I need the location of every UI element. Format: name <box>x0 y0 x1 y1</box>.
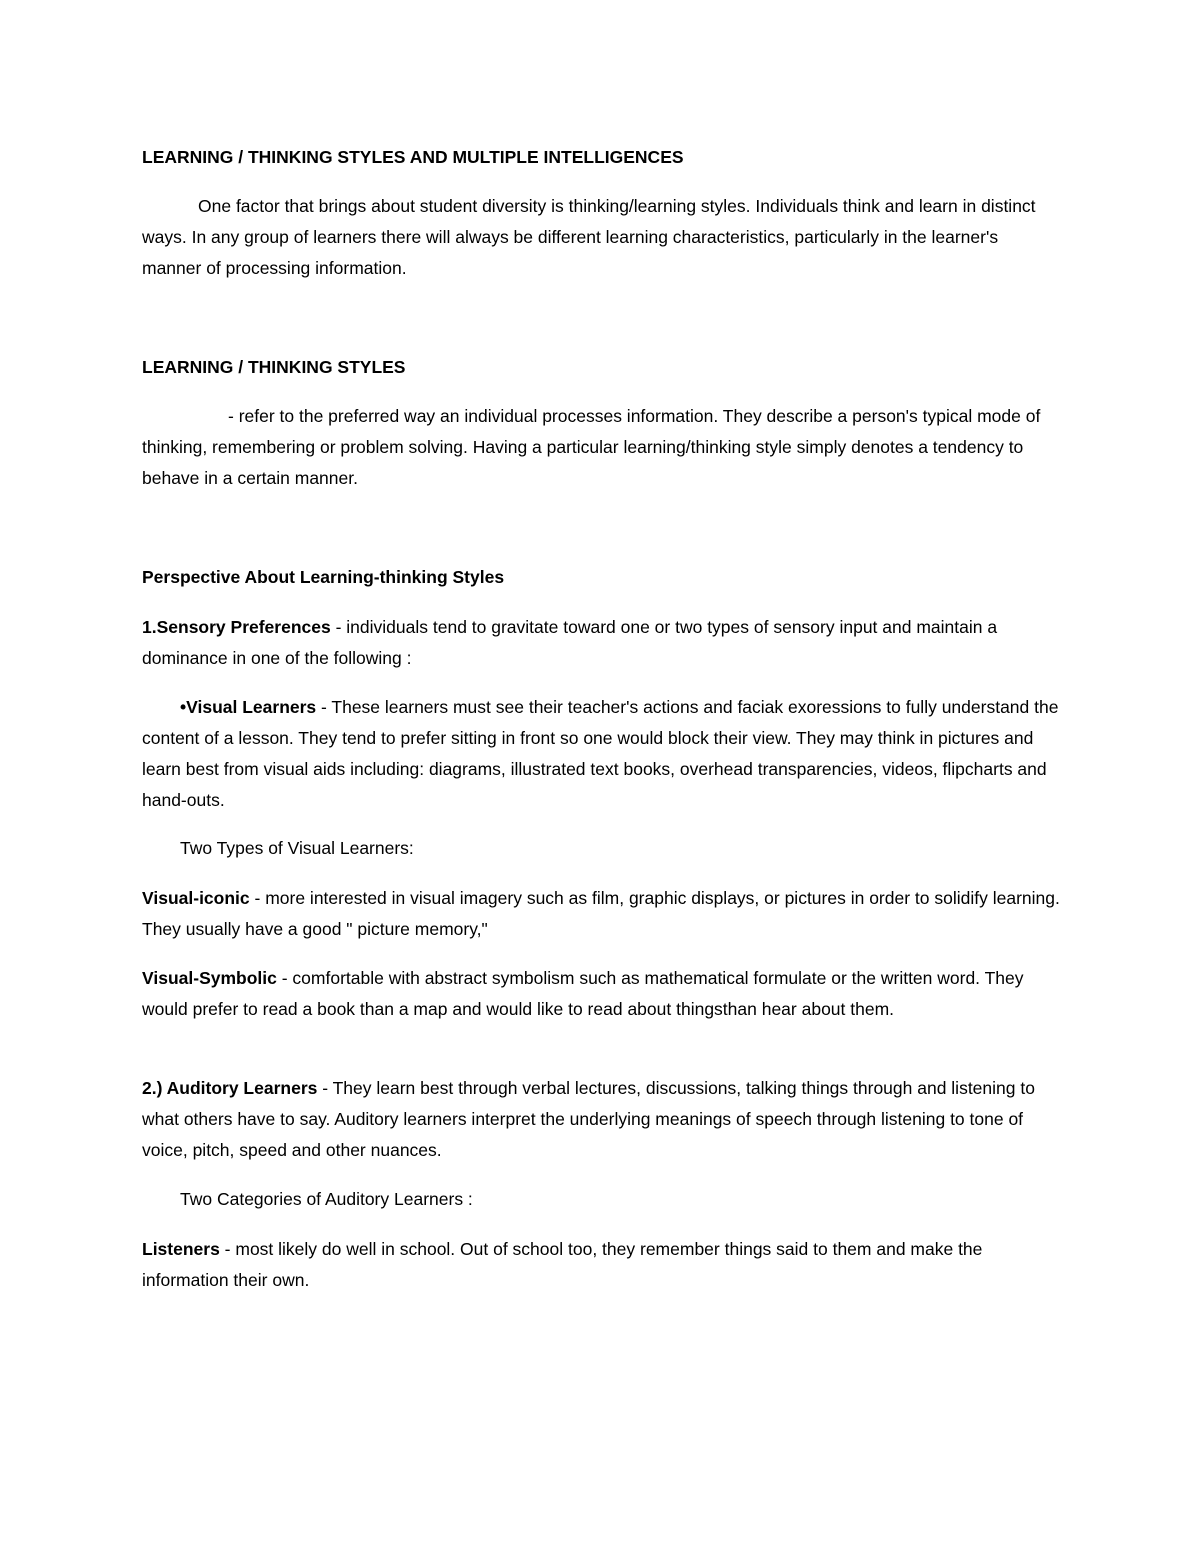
visual-iconic-term: Visual-iconic <box>142 888 250 908</box>
visual-symbolic-term: Visual-Symbolic <box>142 968 277 988</box>
document-title: LEARNING / THINKING STYLES AND MULTIPLE INTELLIGENCES <box>142 147 684 167</box>
visual-symbolic-paragraph <box>142 963 1062 1025</box>
sensory-preferences-paragraph <box>142 612 1062 674</box>
sensory-preferences-text: - individuals tend to gravitate toward one or two types of sensory input and maintain a dominance in one of the following : <box>142 617 998 668</box>
visual-iconic-paragraph <box>142 883 1062 945</box>
perspective-heading: Perspective About Learning-thinking Styles <box>142 567 505 587</box>
section-heading: LEARNING / THINKING STYLES <box>142 357 406 377</box>
listeners-text: - most likely do well in school. Out of school too, they remember things said to them and make the information their own. <box>142 1239 983 1290</box>
auditory-categories-heading: Two Categories of Auditory Learners : <box>180 1189 473 1209</box>
auditory-learners-paragraph <box>142 1073 1062 1166</box>
intro-paragraph: One factor that brings about student diversity is thinking/learning styles. Individuals think and learn in distinct ways. In any group of learners there will always be different learning characteristics, particularly in the learner's manner of processing information. <box>142 196 1036 278</box>
sensory-preferences-term: 1.Sensory Preferences <box>142 617 331 637</box>
visual-learners-paragraph <box>142 692 1062 816</box>
auditory-learners-text: - They learn best through verbal lectures, discussions, talking things through and listening to what others have to say. Auditory learners interpret the underlying meanings of speech through listening to tone of voice, pitch, speed and other nuances. <box>142 1078 1035 1160</box>
definition-paragraph: - refer to the preferred way an individual processes information. They describe a person's typical mode of thinking, remembering or problem solving. Having a particular learning/thinking style simply denotes a tendency to behave in a certain manner. <box>142 406 1041 488</box>
visual-iconic-text: - more interested in visual imagery such as film, graphic displays, or pictures in order to solidify learning. They usually have a good " picture memory," <box>142 888 1060 939</box>
visual-learners-text: - These learners must see their teacher's actions and faciak exoressions to fully understand the content of a lesson. They tend to prefer sitting in front so one would block their view. They may think in pictures and learn best from visual aids including: diagrams, illustrated text books, overhead transparencies, videos, flipcharts and hand-outs. <box>142 697 1059 810</box>
visual-learners-term: •Visual Learners <box>180 697 317 717</box>
visual-symbolic-text: - comfortable with abstract symbolism such as mathematical formulate or the written word. They would prefer to read a book than a map and would like to read about thingsthan hear about them. <box>142 968 1024 1019</box>
visual-types-heading: Two Types of Visual Learners: <box>180 838 414 858</box>
listeners-paragraph <box>142 1234 1062 1296</box>
listeners-term: Listeners <box>142 1239 220 1259</box>
auditory-learners-term: 2.) Auditory Learners <box>142 1078 318 1098</box>
